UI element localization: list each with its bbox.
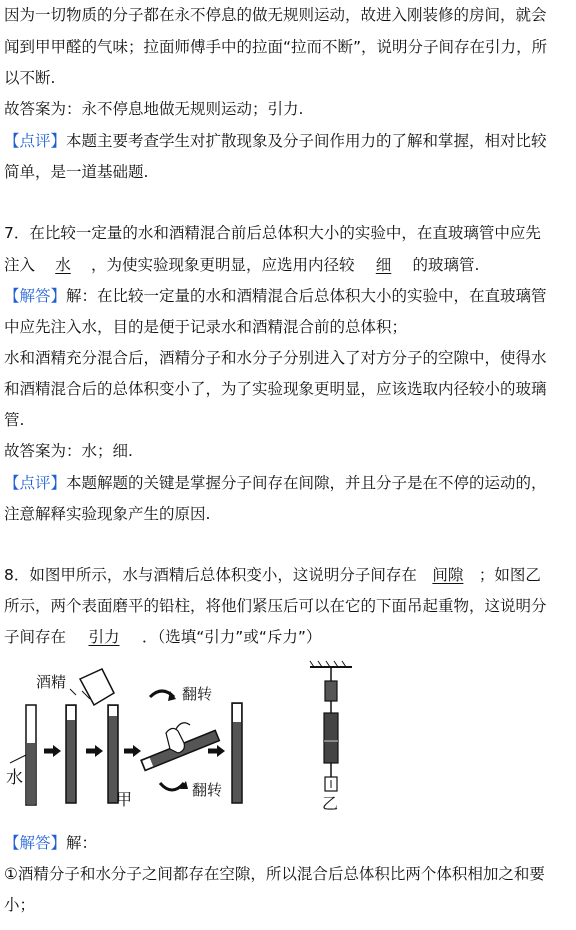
q8-line-3-a: 子间存在 bbox=[4, 628, 67, 646]
q7-solution-1 bbox=[4, 285, 572, 307]
arrow-2-head bbox=[95, 745, 103, 757]
prev-comment-text-1: 本题主要考查学生对扩散现象及分子间作用力的了解和掌握，相对比较 bbox=[66, 132, 547, 150]
q7-blank-1: 水 bbox=[55, 256, 71, 274]
q8-solution-heading bbox=[4, 832, 572, 854]
prev-line-3: 以不断. bbox=[4, 69, 56, 87]
q8-line-1 bbox=[4, 564, 572, 586]
q8-solution-2: 小； bbox=[4, 896, 36, 914]
q7-solution-2: 中应先注入水，目的是便于记录水和酒精混合前的总体积； bbox=[4, 318, 408, 336]
tube-2 bbox=[66, 705, 76, 803]
experiment-figure bbox=[0, 655, 576, 815]
prev-line-2: 闻到甲甲醛的气味；拉面师傅手中的拉面“拉而不断”，说明分子间存在引力，所 bbox=[4, 38, 548, 56]
prev-answer: 故答案为：永不停息地做无规则运动；引力. bbox=[4, 100, 304, 118]
prev-comment-line-2: 简单，是一道基础题. bbox=[4, 163, 149, 181]
q8-line-1-a: 8．如图甲所示，水与酒精后总体积变小，这说明分子间存在 bbox=[4, 566, 417, 584]
q7-solution-4: 和酒精混合后的总体积变小了，为了实验现象更明显，应该选取内径较小的玻璃 bbox=[4, 380, 547, 398]
label-water: 水 bbox=[6, 768, 23, 788]
q7-solution-3: 水和酒精充分混合后，酒精分子和水分子分别进入了对方分子的空隙中，使得水 bbox=[4, 349, 547, 367]
q7-solution-text-1: 解：在比较一定量的水和酒精混合后总体积大小的实验中，在直玻璃管 bbox=[66, 287, 547, 305]
q8-line-1-b: ；如图乙 bbox=[478, 566, 541, 584]
q7-comment bbox=[4, 472, 572, 494]
q8-solution-intro: 解： bbox=[66, 834, 98, 852]
prev-line-1: 因为一切物质的分子都在永不停息的做无规则运动，故进入刚装修的房间，就会 bbox=[4, 6, 547, 24]
solution-tag: 【解答】 bbox=[4, 287, 67, 305]
q7-line-2-a: 注入 bbox=[4, 256, 36, 274]
arrow-1-head bbox=[53, 745, 61, 757]
q8-line-2: 所示，两个表面磨平的铅柱，将他们紧压后可以在它的下面吊起重物，这说明分 bbox=[4, 597, 547, 615]
tube-5 bbox=[232, 703, 242, 803]
q7-answer: 故答案为：水；细. bbox=[4, 442, 133, 460]
comment-tag: 【点评】 bbox=[4, 474, 67, 492]
tube-1 bbox=[26, 705, 36, 805]
q7-line-2-c: 的玻璃管. bbox=[412, 256, 480, 274]
q8-blank-1: 间隙 bbox=[432, 566, 464, 584]
label-flip-bottom: 翻转 bbox=[192, 781, 223, 799]
q8-line-3 bbox=[4, 626, 572, 648]
label-flip-top: 翻转 bbox=[182, 685, 213, 703]
q7-line-2-b: ，为使实验现象更明显，应选用内径较 bbox=[91, 256, 355, 274]
q8-blank-2: 引力 bbox=[88, 628, 120, 646]
alcohol-pointer bbox=[70, 689, 76, 695]
label-alcohol: 酒精 bbox=[36, 673, 67, 691]
solution-tag: 【解答】 bbox=[4, 834, 67, 852]
arrow-4-head bbox=[217, 745, 225, 757]
q7-solution-5: 管. bbox=[4, 411, 25, 429]
label-yi: 乙 bbox=[322, 794, 339, 813]
experiment-figure-svg bbox=[0, 655, 576, 815]
q7-comment-line-2: 注意解释实验现象产生的原因. bbox=[4, 505, 211, 523]
q7-comment-text-1: 本题解题的关键是掌握分子间存在间隙，并且分子是在不停的运动的， bbox=[66, 474, 547, 492]
label-jia: 甲 bbox=[116, 790, 133, 809]
tube-3 bbox=[108, 705, 118, 803]
water-pointer bbox=[10, 755, 26, 763]
beaker-pouring bbox=[80, 669, 114, 705]
comment-tag: 【点评】 bbox=[4, 132, 67, 150]
q8-solution-1: ①酒精分子和水分子之间都存在空隙，所以混合后总体积比两个体积相加之和要 bbox=[4, 865, 545, 883]
arrow-3-head bbox=[133, 745, 141, 757]
q7-blank-2: 细 bbox=[375, 256, 392, 274]
q8-line-3-b: ．（选填“引力”或“斥力”） bbox=[142, 628, 322, 646]
lead-cylinders-apparatus bbox=[310, 661, 352, 791]
prev-comment bbox=[4, 130, 572, 152]
q7-line-2 bbox=[4, 254, 572, 276]
q7-line-1: 7．在比较一定量的水和酒精混合前后总体积大小的实验中，在直玻璃管中应先 bbox=[4, 224, 541, 242]
